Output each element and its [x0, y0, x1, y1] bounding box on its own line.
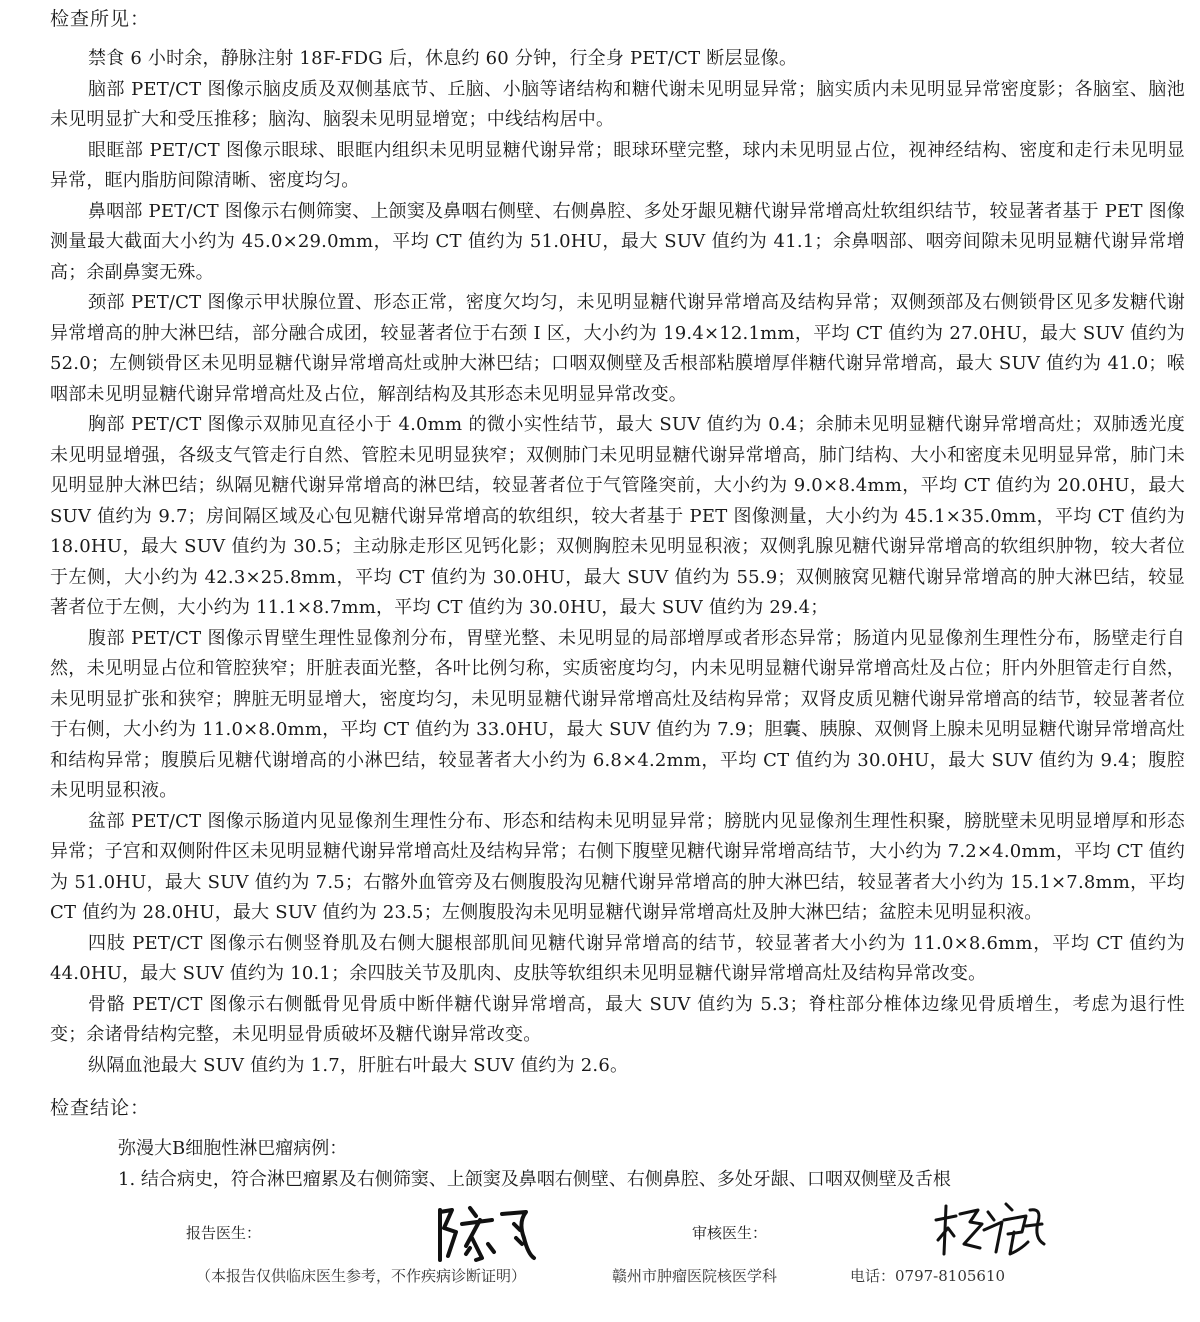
conclusion-label: 检查结论：: [50, 1097, 151, 1119]
findings-paragraph: 纵隔血池最大 SUV 值约为 1.7，肝脏右叶最大 SUV 值约为 2.6。: [88, 1054, 629, 1076]
hospital-department: 赣州市肿瘤医院核医学科: [612, 1267, 778, 1285]
findings-paragraph: 四肢 PET/CT 图像示右侧竖脊肌及右侧大腿根部肌间见糖代谢异常增高的结节，较显著者大小约为 11.0×8.6mm，平均 CT 值约为 44.0HU，最大 SUV 值约为 10.1；余四肢关节及肌肉、皮肤等软组织未见明显糖代谢异常增高灶及结构异常改变。: [50, 932, 1185, 984]
findings-section: [50, 44, 1185, 1081]
report-doctor-label: 报告医生：: [186, 1224, 262, 1242]
review-doctor-signature: [930, 1192, 1050, 1262]
conclusion-section: [118, 1133, 1188, 1195]
findings-paragraph: 颈部 PET/CT 图像示甲状腺位置、形态正常，密度欠均匀，未见明显糖代谢异常增高及结构异常；双侧颈部及右侧锁骨区见多发糖代谢异常增高的肿大淋巴结，部分融合成团，较显著者位于右颈 I 区，大小约为 19.4×12.1mm，平均 CT 值约为 27.0HU，最大 SUV 值约为 52.0；左侧锁骨区未见明显糖代谢异常增高灶或肿大淋巴结；口咽双侧壁及舌根部粘膜增厚伴糖代谢异常增高，最大 SUV 值约为 41.0；喉咽部未见明显糖代谢异常增高灶及占位，解剖结构及其形态未见明显异常改变。: [50, 292, 1185, 405]
findings-paragraph: 脑部 PET/CT 图像示脑皮质及双侧基底节、丘脑、小脑等诸结构和糖代谢未见明显异常；脑实质内未见明显异常密度影；各脑室、脑池未见明显扩大和受压推移；脑沟、脑裂未见明显增宽；中线结构居中。: [50, 78, 1185, 130]
findings-paragraph: 眼眶部 PET/CT 图像示眼球、眼眶内组织未见明显糖代谢异常；眼球环壁完整，球内未见明显占位，视神经结构、密度和走行未见明显异常，眶内脂肪间隙清晰、密度均匀。: [50, 139, 1185, 191]
findings-paragraph: 骨骼 PET/CT 图像示右侧骶骨见骨质中断伴糖代谢异常增高，最大 SUV 值约为 5.3；脊柱部分椎体边缘见骨质增生，考虑为退行性变；余诸骨结构完整，未见明显骨质破坏及糖代谢异常改变。: [50, 993, 1185, 1045]
findings-label: 检查所见：: [50, 8, 151, 30]
findings-paragraph: 盆部 PET/CT 图像示肠道内见显像剂生理性分布、形态和结构未见明显异常；膀胱内见显像剂生理性积聚，膀胱壁未见明显增厚和形态异常；子宫和双侧附件区未见明显糖代谢异常增高灶及结构异常；右侧下腹壁见糖代谢异常增高结节，大小约为 7.2×4.0mm，平均 CT 值约为 51.0HU，最大 SUV 值约为 7.5；右髂外血管旁及右侧腹股沟见糖代谢异常增高的肿大淋巴结，较显著者大小约为 15.1×7.8mm，平均 CT 值约为 28.0HU，最大 SUV 值约为 23.5；左侧腹股沟未见明显糖代谢异常增高灶及肿大淋巴结；盆腔未见明显积液。: [50, 810, 1186, 923]
conclusion-item: 1. 结合病史，符合淋巴瘤累及右侧筛窦、上颌窦及鼻咽右侧壁、右侧鼻腔、多处牙龈、口咽双侧壁及舌根: [118, 1169, 951, 1190]
findings-paragraph: 鼻咽部 PET/CT 图像示右侧筛窦、上颌窦及鼻咽右侧壁、右侧鼻腔、多处牙龈见糖代谢异常增高灶软组织结节，较显著者基于 PET 图像测量最大截面大小约为 45.0×29.0mm，平均 CT 值约为 51.0HU，最大 SUV 值约为 41.1；余鼻咽部、咽旁间隙未见明显糖代谢异常增高；余副鼻窦无殊。: [50, 200, 1185, 283]
findings-paragraph: 腹部 PET/CT 图像示胃壁生理性显像剂分布，胃壁光整、未见明显的局部增厚或者形态异常；肠道内见显像剂生理性分布，肠壁走行自然，未见明显占位和管腔狭窄；肝脏表面光整，各叶比例匀称，实质密度均匀，内未见明显糖代谢异常增高灶及占位；肝内外胆管走行自然，未见明显扩张和狭窄；脾脏无明显增大，密度均匀，未见明显糖代谢异常增高灶及结构异常；双肾皮质见糖代谢异常增高的结节，较显著者位于右侧，大小约为 11.0×8.0mm，平均 CT 值约为 33.0HU，最大 SUV 值约为 7.9；胆囊、胰腺、双侧肾上腺未见明显糖代谢异常增高灶和结构异常；腹膜后见糖代谢增高的小淋巴结，较显著者大小约为 6.8×4.2mm，平均 CT 值约为 30.0HU，最大 SUV 值约为 9.4；腹腔未见明显积液。: [50, 627, 1185, 801]
findings-paragraph: 禁食 6 小时余，静脉注射 18F-FDG 后，休息约 60 分钟，行全身 PET/CT 断层显像。: [88, 48, 798, 69]
contact-phone: 电话：0797-8105610: [850, 1267, 1006, 1285]
report-doctor-signature: [430, 1198, 540, 1268]
conclusion-diagnosis: 弥漫大B细胞性淋巴瘤病例：: [118, 1138, 348, 1159]
signature-row: [0, 1212, 1200, 1272]
findings-paragraph: 胸部 PET/CT 图像示双肺见直径小于 4.0mm 的微小实性结节，最大 SUV 值约为 0.4；余肺未见明显糖代谢异常增高灶；双肺透光度未见明显增强，各级支气管走行自然、管腔未见明显狭窄；双侧肺门未见明显糖代谢异常增高，肺门结构、大小和密度未见明显异常，肺门未见明显肿大淋巴结；纵隔见糖代谢异常增高的淋巴结，较显著者位于气管隆突前，大小约为 9.0×8.4mm，平均 CT 值约为 20.0HU，最大 SUV 值约为 9.7；房间隔区域及心包见糖代谢异常增高的软组织，较大者基于 PET 图像测量，大小约为 45.1×35.0mm，平均 CT 值约为 18.0HU，最大 SUV 值约为 30.5；主动脉走形区见钙化影；双侧胸腔未见明显积液；双侧乳腺见糖代谢异常增高的软组织肿物，较大者位于左侧，大小约为 42.3×25.8mm，平均 CT 值约为 30.0HU，最大 SUV 值约为 55.9；双侧腋窝见糖代谢异常增高的肿大淋巴结，较显著者位于左侧，大小约为 11.1×8.7mm，平均 CT 值约为 30.0HU，最大 SUV 值约为 29.4；: [50, 414, 1185, 618]
review-doctor-label: 审核医生：: [692, 1224, 768, 1242]
disclaimer-note: （本报告仅供临床医生参考，不作疾病诊断证明）: [196, 1267, 527, 1285]
